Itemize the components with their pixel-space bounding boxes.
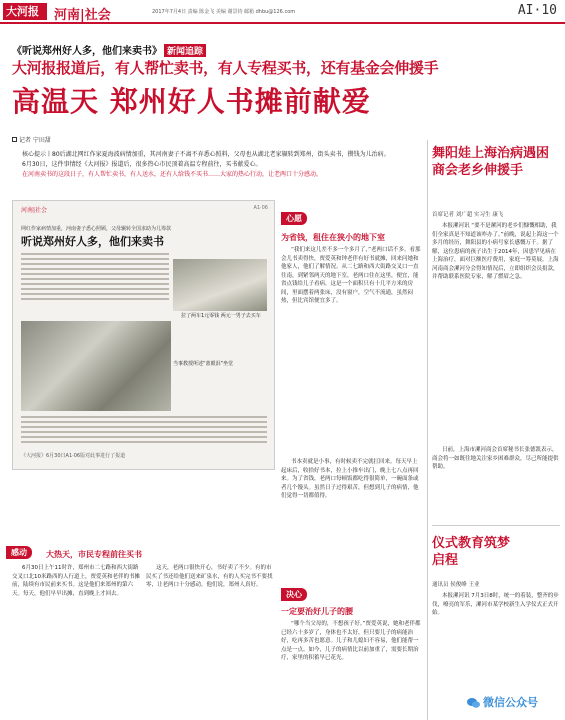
wechat-watermark: [463, 692, 559, 714]
wechat-icon: [467, 697, 480, 709]
section-name: 河南|社会: [54, 8, 111, 23]
mid-text-2: 书本卖就是小事，有时候卖不完就扛回来。每天早上起床后，收拾好书本，拉上小推车出门，晚上七八点再回来。为了省钱，老两口每顿饭都吃得很简单，一碗面条或者几个馒头。虽然日子过得艰苦，但想到儿子的病情，他们觉得一切都值得。: [281, 459, 419, 499]
bottom-left-text-1: 6月30日上午11时许，郑州市二七路和西大街路交叉口北10米路西的人行道上，贾爱英和老伴的书摊前，陆续有市民前来买书。这是他们来郑州的第六天。每天，他们早早出摊，直到晚上才回去。: [12, 565, 140, 597]
section-tag-touched: 感动: [6, 546, 32, 559]
masthead: [0, 0, 565, 24]
byline: [12, 135, 51, 144]
byline-icon: [12, 137, 17, 142]
clip-header: 河南|社会: [21, 207, 48, 214]
right-text-2: 日前，上海市漯河商会首席秘书长张德凯表示，商会将一如既往地关注家乡困难群众，尽己所能提供帮助。: [432, 447, 559, 470]
mid-text-1: “我们来这儿差不多一个多月了，”老两口话不多。看那会儿书卖得快，贾爱英和钟老伴有好书就摊，回来问她和他家人，他们了解情况。从二七路和西大街路交叉口一直往南，到紧邻两天的地下室，老两口住在这里，便宜，能省点钱给儿子看病。这是一个面积只有十几平方米的房间，里面摆着两张床，没有窗户，空气不流通，虽然闷热，但比宾馆便宜多了。: [281, 247, 421, 304]
section-tag-resolve: 决心: [281, 588, 307, 601]
clip-lower-text: [21, 416, 267, 446]
kicker: [12, 42, 206, 57]
bottom-left-text-2: 这天，老两口很快开心，书好卖了不少。有的市民买了书还给他们送来矿泉水，有的人买完书不要找零，让老两口十分感动。他们说，郑州人真好。: [146, 565, 273, 588]
clip-caption-2: 当事教授所述“蓝眼泪”坐堂: [173, 361, 234, 367]
clip-footer: 《大河报》6月30日A1·06版对此事进行了报道: [21, 453, 126, 459]
lead-paragraph: 核心提示丨80后湖北网红作家夏海波病情加重，其河南妻子不离不弃悉心照料，父母也从湖北老家辗转到郑州，街头卖书，攒钱为儿治病。: [22, 151, 390, 158]
mid-title-1: 为省钱，租住在狭小的地下室: [281, 233, 385, 242]
section-tag-wish: 心愿: [281, 212, 307, 225]
lead-paragraphs: [12, 150, 420, 180]
clip-photo-small: [173, 259, 267, 311]
clip-page: A1·06: [253, 205, 268, 211]
right-title-text: 舞阳娃上海治病遇困商会老乡伸援手: [432, 146, 550, 178]
kicker-tag: 新闻追踪: [164, 44, 206, 57]
clip-photo-books: [21, 321, 171, 411]
lead-paragraph: 6月30日，这件事情经《大河报》报道后，很多热心市民顶着高温专程前往，买书献爱心。: [22, 161, 262, 168]
page-number: AI·10: [517, 3, 557, 18]
right-text-3: 本报漯河讯 7月3日8时，统一的着装，整齐的步伐，嘹亮的军乐，漯河市某学校新生入学仪式正式开始。: [432, 593, 559, 616]
clip-title: 听说郑州好人多，他们来卖书: [21, 235, 164, 248]
mid-text-3: “哪个当父母的，不想孩子好。”贾爱英说，她和老伴都已经六十多岁了，身体也不太好，但只要儿子的病能治好，吃再多苦也愿意。儿子和儿媳妇不容易，他们能帮一点是一点。如今，儿子的病情比以前加重了，需要长期治疗，家里的积蓄早已花光。: [281, 621, 421, 661]
right-byline-2: 通讯员 侯俊峰 王业: [432, 582, 480, 588]
right-story-title: [432, 145, 552, 179]
right-story-2-title: [432, 535, 512, 569]
newspaper-clipping-photo: [12, 200, 275, 470]
byline-text: 记者 宁田甜: [19, 137, 51, 144]
subheadline: 大河报报道后，有人帮忙卖书，有人专程买书，还有基金会伸援手: [12, 59, 439, 77]
masthead-meta: 2017年7月4日 责编 陈金飞 美编 谢景钧 邮箱 dhbu@126.com: [152, 9, 296, 15]
logo-text: 大河报: [6, 5, 39, 18]
newspaper-logo: [3, 3, 47, 20]
story-divider: [432, 525, 560, 526]
bottom-left-title: 大热天，市民专程前往买书: [46, 550, 142, 559]
right-text-1: 本报漯河讯 “要不是漯河的老乡们慷慨相助，我们全家真是不知道该咋办了。”前晚，说起上海这一个多月的经历，舞阳县的小病号家长感慨万千。据了解，这位患病的孩子出生于2014年，因患罕见病在上海治疗，面对巨额医疗费用，家庭一筹莫展。上海河南商会漯河分会得知情况后，立即组织会员捐款，并帮助联系医院专家，解了燃眉之急。: [432, 223, 559, 280]
clip-subtitle: 网红作家病情加重，河南妻子悉心照顾，父母辗转全国求助为儿筹款: [21, 226, 172, 232]
lead-paragraph: 在河南卖书的这段日子，有人帮忙卖书，有人送水，还有人给钱不买书……大家的热心行动，让老两口十分感动。: [22, 171, 323, 178]
right-title-2-text: 仪式教育筑梦启程: [432, 536, 511, 568]
right-byline: 首席记者 刘广超 实习生 康飞: [432, 212, 504, 218]
watermark-text: 微信公众号: [483, 696, 538, 709]
kicker-text: 《听说郑州好人多，他们来卖书》: [12, 46, 162, 57]
column-divider: [427, 140, 428, 720]
clip-text-block: [21, 253, 169, 300]
clip-caption: 拉了两车1元零钱 两元一男子去买车: [181, 313, 261, 319]
mid-title-2: 一定要治好儿子的腰: [281, 607, 353, 616]
main-headline: 高温天 郑州好人书摊前献爱: [12, 85, 371, 118]
